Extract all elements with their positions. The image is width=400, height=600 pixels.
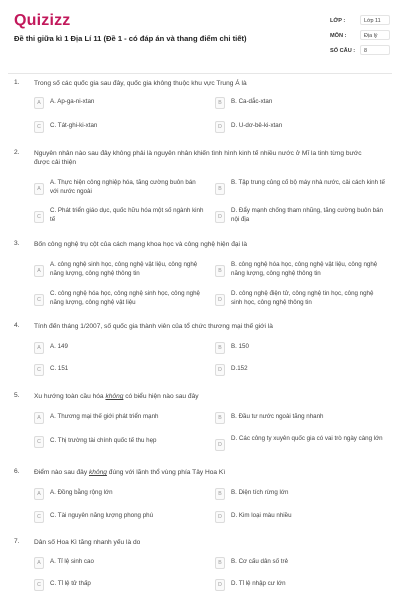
option-letter: D — [215, 211, 225, 223]
question-text: Xu hướng toàn cầu hóa không có biểu hiện nào sau đây — [34, 393, 199, 400]
option-text: D. Đẩy mạnh chống tham nhũng, tăng cường buôn bán nội địa — [231, 207, 383, 223]
option-letter: A — [34, 97, 44, 109]
option-letter: D — [215, 439, 225, 451]
meta-question-count-value: 8 — [360, 45, 390, 55]
option-letter: C — [34, 364, 44, 376]
option-letter: B — [215, 342, 225, 354]
option-text: D. Các công ty xuyên quốc gia có vai trò ngày càng lớn — [231, 435, 383, 442]
option-text: C. Phát triển giáo dục, quốc hữu hóa một số ngành kinh tế — [50, 207, 204, 223]
header-divider — [8, 73, 392, 74]
option-letter: C — [34, 511, 44, 523]
question-text: Nguyên nhân nào sau đây không phải là nguyên nhân khiến tình hình kinh tế nhiều nước ở Mĩ la tinh từng bước được cải thiện — [34, 150, 362, 166]
option-text: B. Ca-dắc-xtan — [231, 98, 273, 105]
option-letter: C — [34, 436, 44, 448]
option-text: C. Thị trường tài chính quốc tế thu hẹp — [50, 437, 157, 444]
option-letter: C — [34, 211, 44, 223]
quizizz-logo: Quizizz — [14, 12, 71, 29]
emphasis-word: không — [88, 469, 107, 476]
option-letter: C — [34, 579, 44, 591]
option-text: D. U-dơ-bê-ki-xtan — [231, 122, 283, 129]
question-number: 1. — [14, 79, 20, 86]
option-letter: A — [34, 265, 44, 277]
emphasis-word: không — [105, 393, 124, 400]
option-text: D.152 — [231, 365, 248, 372]
option-text: C. Tài nguyên năng lượng phong phú — [50, 512, 154, 519]
meta-question-count-label: SỐ CÂU : — [330, 48, 356, 54]
meta-class-label: LỚP : — [330, 18, 346, 24]
question-text: Tính đến tháng 1/2007, số quốc gia thành viên của tổ chức thương mại thế giới là — [34, 323, 273, 330]
option-text: C. công nghệ hóa học, công nghệ sinh học, công nghệ năng lượng, công nghệ vật liệu — [50, 290, 200, 306]
option-text: A. 149 — [50, 343, 68, 350]
question-number: 5. — [14, 392, 20, 399]
worksheet-header — [0, 0, 400, 70]
option-text: A. Ap-ga-ni-xtan — [50, 98, 95, 105]
option-letter: D — [215, 294, 225, 306]
option-letter: B — [215, 557, 225, 569]
option-text: A. Tỉ lệ sinh cao — [50, 558, 94, 565]
question-text: Bốn công nghệ trụ cột của cách mạng khoa học và công nghệ hiện đại là — [34, 241, 247, 248]
option-text: B. 150 — [231, 343, 249, 350]
option-text: A. Đồng bằng rộng lớn — [50, 489, 113, 496]
option-letter: A — [34, 342, 44, 354]
option-letter: B — [215, 488, 225, 500]
option-text: B. Đầu tư nước ngoài tăng nhanh — [231, 413, 324, 420]
option-text: C. Tát-ghi-ki-xtan — [50, 122, 98, 129]
option-text: A. Thực hiện công nghiệp hóa, tăng cường buôn bán với nước ngoài — [50, 179, 196, 195]
option-text: B. Diện tích rừng lớn — [231, 489, 289, 496]
option-text: A. công nghệ sinh học, công nghệ vật liệu, công nghệ năng lượng, công nghệ thông tin — [50, 261, 198, 277]
option-text: C. Tỉ lệ tử thấp — [50, 580, 91, 587]
option-letter: A — [34, 183, 44, 195]
option-letter: B — [215, 412, 225, 424]
option-letter: A — [34, 557, 44, 569]
option-text: A. Thương mại thế giới phát triển mạnh — [50, 413, 159, 420]
option-text: D. công nghệ điện tử, công nghệ tin học, công nghệ sinh học, công nghệ thông tin — [231, 290, 374, 306]
option-letter: B — [215, 265, 225, 277]
meta-class-value: Lớp 11 — [360, 15, 390, 25]
option-text: D. Kim loại màu nhiều — [231, 512, 292, 519]
option-text: B. Tập trung củng cố bộ máy nhà nước, cải cách kinh tế — [231, 179, 385, 186]
option-letter: D — [215, 511, 225, 523]
option-letter: D — [215, 579, 225, 591]
option-letter: B — [215, 97, 225, 109]
option-text: B. công nghệ hóa học, công nghệ vật liệu, công nghệ năng lượng, công nghệ thông tin — [231, 261, 378, 277]
meta-subject-value: Địa lý — [360, 30, 390, 40]
question-number: 7. — [14, 538, 20, 545]
option-letter: A — [34, 412, 44, 424]
option-letter: D — [215, 121, 225, 133]
option-text: D. Tỉ lệ nhập cư lớn — [231, 580, 286, 587]
option-letter: A — [34, 488, 44, 500]
question-number: 6. — [14, 468, 20, 475]
question-text: Dân số Hoa Kì tăng nhanh yếu là do — [34, 539, 141, 546]
question-text: Điểm nào sau đây không đúng với lãnh thổ vùng phía Tây Hoa Kì — [34, 469, 226, 476]
meta-subject-label: MÔN : — [330, 33, 347, 39]
option-letter: B — [215, 183, 225, 195]
option-letter: D — [215, 364, 225, 376]
option-letter: C — [34, 294, 44, 306]
question-number: 3. — [14, 240, 20, 247]
option-letter: C — [34, 121, 44, 133]
question-text: Trong số các quốc gia sau đây, quốc gia không thuộc khu vực Trung Á là — [34, 80, 247, 87]
option-text: B. Cơ cấu dân số trẻ — [231, 558, 289, 565]
document-title: Đề thi giữa kì 1 Địa Lí 11 (Đề 1 - có đáp án và thang điểm chi tiết) — [14, 34, 247, 43]
question-number: 2. — [14, 149, 20, 156]
question-number: 4. — [14, 322, 20, 329]
option-text: C. 151 — [50, 365, 69, 372]
